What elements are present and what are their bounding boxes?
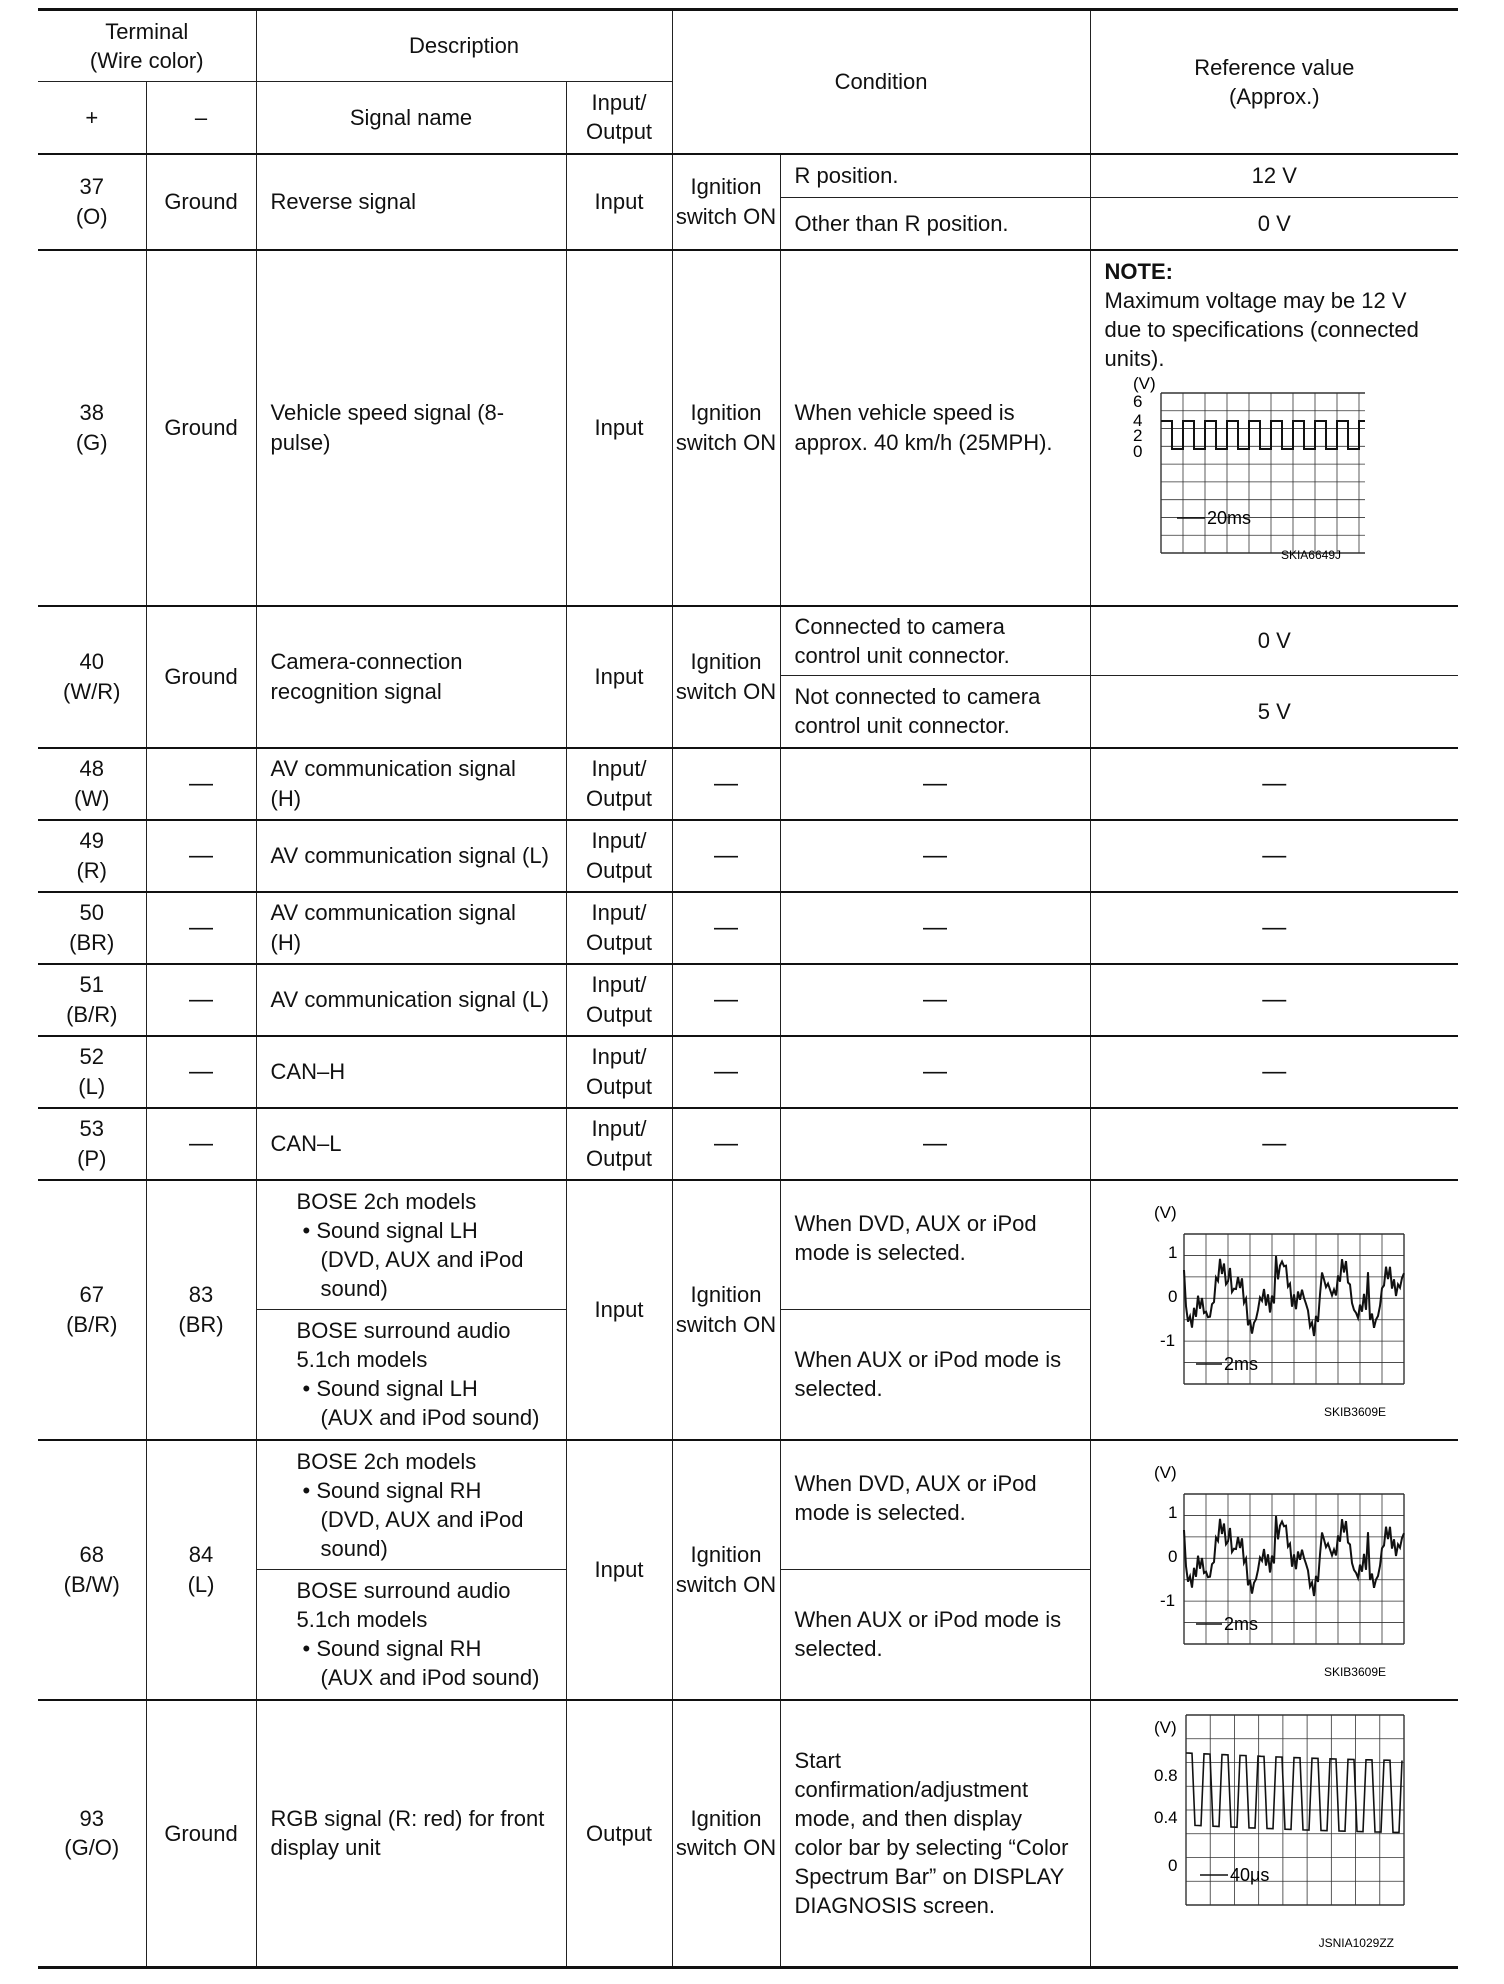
ignition-cond: Ignition switch ON <box>672 606 780 748</box>
terminal-68: 68 (B/W) <box>38 1440 146 1700</box>
minus-terminal: — <box>146 748 256 820</box>
signal-name: BOSE 2ch models • Sound signal RH (DVD, AUX and iPod sound) <box>256 1440 566 1570</box>
reference-value <box>1090 1180 1458 1440</box>
signal-name: BOSE surround audio 5.1ch models • Sound signal LH (AUX and iPod sound) <box>256 1310 566 1440</box>
terminal-48: 48 (W) <box>38 748 146 820</box>
reference-value: 5 V <box>1090 676 1458 748</box>
ignition-cond: — <box>672 1036 780 1108</box>
condition: When AUX or iPod mode is selected. <box>780 1570 1090 1700</box>
condition: When vehicle speed is approx. 40 km/h (25MPH). <box>780 250 1090 606</box>
header-condition: Condition <box>672 10 1090 154</box>
wf-time: 40μs <box>1230 1864 1270 1885</box>
terminal-reference-table <box>38 8 1458 1983</box>
terminal-49: 49 (R) <box>38 820 146 892</box>
condition: Other than R position. <box>780 198 1090 250</box>
wf-tick: 0.4 <box>1154 1807 1178 1827</box>
wf-tick: -1 <box>1160 1590 1176 1610</box>
reference-value <box>1090 1440 1458 1700</box>
io-type: Input/ Output <box>566 964 672 1036</box>
condition: Start confirmation/adjustment mode, and then display color bar by selecting “Color Spectrum Bar” on DISPLAY DIAGNOSIS screen. <box>780 1700 1090 1968</box>
signal-name: Camera-connection recognition signal <box>256 606 566 748</box>
wf-unit: (V) <box>1154 1462 1177 1482</box>
io-type: Input/ Output <box>566 820 672 892</box>
reference-value: — <box>1090 964 1458 1036</box>
signal-name: AV communication signal (H) <box>256 748 566 820</box>
minus-terminal: — <box>146 1036 256 1108</box>
wf-time: 2ms <box>1224 1353 1259 1374</box>
ignition-cond: — <box>672 820 780 892</box>
header-minus: – <box>146 82 256 154</box>
header-signal-name: Signal name <box>256 82 566 154</box>
wf-tick: 0 <box>1168 1546 1178 1566</box>
note-text: Maximum voltage may be 12 V due to specifications (connected units). <box>1104 287 1419 371</box>
ignition-cond: — <box>672 748 780 820</box>
io-type: Input/ Output <box>566 892 672 964</box>
minus-terminal: — <box>146 964 256 1036</box>
condition: Not connected to camera control unit connector. <box>780 676 1090 748</box>
rgb-signal-waveform <box>1124 1705 1424 1955</box>
wf-tick: 0 <box>1168 1286 1178 1306</box>
wf-unit: (V) <box>1154 1202 1177 1222</box>
reference-value: — <box>1090 820 1458 892</box>
wf-tick: 6 <box>1132 391 1143 411</box>
terminal-67: 67 (B/R) <box>38 1180 146 1440</box>
io-type: Input/ Output <box>566 748 672 820</box>
condition: — <box>780 892 1090 964</box>
figure-code: SKIA6649J <box>1280 547 1341 562</box>
terminal-50: 50 (BR) <box>38 892 146 964</box>
minus-terminal-83: 83 (BR) <box>146 1180 256 1440</box>
figure-code: SKIB3609E <box>1324 1404 1387 1419</box>
reference-value <box>1090 250 1458 606</box>
condition: R position. <box>780 154 1090 198</box>
io-type: Input <box>566 1180 672 1440</box>
ignition-cond: — <box>672 892 780 964</box>
io-type: Input <box>566 606 672 748</box>
signal-name: Reverse signal <box>256 154 566 250</box>
io-type: Input <box>566 250 672 606</box>
signal-name: BOSE 2ch models • Sound signal LH (DVD, AUX and iPod sound) <box>256 1180 566 1310</box>
speed-pulse-waveform <box>1105 373 1365 563</box>
io-type: Input/ Output <box>566 1108 672 1180</box>
ignition-cond: Ignition switch ON <box>672 1180 780 1440</box>
condition: — <box>780 748 1090 820</box>
wf-unit: (V) <box>1154 1717 1177 1737</box>
io-type: Input <box>566 154 672 250</box>
header-reference: Reference value (Approx.) <box>1090 10 1458 154</box>
signal-name: CAN–H <box>256 1036 566 1108</box>
signal-name: Vehicle speed signal (8-pulse) <box>256 250 566 606</box>
wf-tick: 1 <box>1168 1502 1178 1522</box>
wf-tick: -1 <box>1160 1330 1176 1350</box>
ignition-cond: — <box>672 1108 780 1180</box>
figure-code: SKIB3609E <box>1324 1664 1387 1679</box>
figure-code: JSNIA1029ZZ <box>1318 1935 1395 1950</box>
spec-table <box>38 8 1458 1969</box>
terminal-37: 37 (O) <box>38 154 146 250</box>
signal-name: AV communication signal (L) <box>256 820 566 892</box>
wf-tick: 0.8 <box>1154 1765 1178 1785</box>
terminal-52: 52 (L) <box>38 1036 146 1108</box>
condition: — <box>780 820 1090 892</box>
minus-terminal-84: 84 (L) <box>146 1440 256 1700</box>
wf-tick: 1 <box>1168 1242 1178 1262</box>
io-type: Output <box>566 1700 672 1968</box>
reference-value <box>1090 1700 1458 1968</box>
minus-terminal: Ground <box>146 1700 256 1968</box>
wf-time: 2ms <box>1224 1613 1259 1634</box>
reference-value: 0 V <box>1090 606 1458 676</box>
wf-time: 20ms <box>1206 507 1251 528</box>
minus-terminal: — <box>146 892 256 964</box>
ignition-cond: Ignition switch ON <box>672 1440 780 1700</box>
io-type: Input/ Output <box>566 1036 672 1108</box>
signal-name: AV communication signal (H) <box>256 892 566 964</box>
terminal-40: 40 (W/R) <box>38 606 146 748</box>
minus-terminal: — <box>146 1108 256 1180</box>
condition: — <box>780 1036 1090 1108</box>
reference-value: 0 V <box>1090 198 1458 250</box>
minus-terminal: — <box>146 820 256 892</box>
minus-terminal: Ground <box>146 154 256 250</box>
terminal-53: 53 (P) <box>38 1108 146 1180</box>
signal-name: CAN–L <box>256 1108 566 1180</box>
ignition-cond: Ignition switch ON <box>672 1700 780 1968</box>
terminal-93: 93 (G/O) <box>38 1700 146 1968</box>
note-title: NOTE: <box>1104 258 1173 284</box>
condition: When DVD, AUX or iPod mode is selected. <box>780 1440 1090 1570</box>
header-plus: + <box>38 82 146 154</box>
reference-value: — <box>1090 748 1458 820</box>
reference-value: — <box>1090 892 1458 964</box>
condition: When AUX or iPod mode is selected. <box>780 1310 1090 1440</box>
terminal-38: 38 (G) <box>38 250 146 606</box>
header-description: Description <box>256 10 672 82</box>
reference-value: 12 V <box>1090 154 1458 198</box>
terminal-51: 51 (B/R) <box>38 964 146 1036</box>
condition: Connected to camera control unit connector. <box>780 606 1090 676</box>
wf-tick: 2 <box>1132 425 1143 445</box>
ignition-cond: Ignition switch ON <box>672 250 780 606</box>
io-type: Input <box>566 1440 672 1700</box>
ignition-cond: — <box>672 964 780 1036</box>
minus-terminal: Ground <box>146 606 256 748</box>
header-terminal: Terminal (Wire color) <box>38 10 256 82</box>
wf-tick: 0 <box>1132 441 1143 461</box>
sound-rh-waveform <box>1124 1446 1424 1686</box>
signal-name: AV communication signal (L) <box>256 964 566 1036</box>
condition: — <box>780 964 1090 1036</box>
ignition-cond: Ignition switch ON <box>672 154 780 250</box>
signal-name: BOSE surround audio 5.1ch models • Sound signal RH (AUX and iPod sound) <box>256 1570 566 1700</box>
signal-name: RGB signal (R: red) for front display unit <box>256 1700 566 1968</box>
minus-terminal: Ground <box>146 250 256 606</box>
reference-value: — <box>1090 1036 1458 1108</box>
sound-lh-waveform <box>1124 1186 1424 1426</box>
condition: — <box>780 1108 1090 1180</box>
wf-tick: 4 <box>1132 410 1143 430</box>
wf-tick: 0 <box>1168 1855 1178 1875</box>
reference-value: — <box>1090 1108 1458 1180</box>
condition: When DVD, AUX or iPod mode is selected. <box>780 1180 1090 1310</box>
wf-unit: (V) <box>1132 373 1156 393</box>
header-io: Input/ Output <box>566 82 672 154</box>
